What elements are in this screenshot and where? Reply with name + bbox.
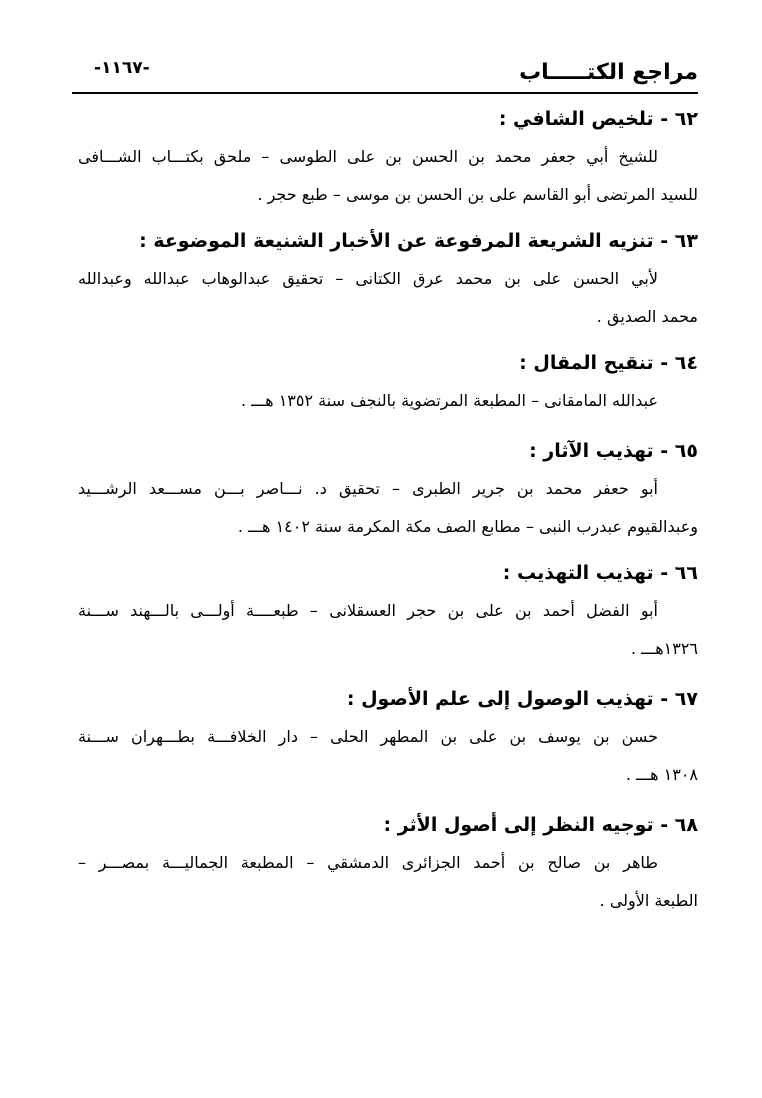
entry-heading: ٦٨ - توجيه النظر إلى أصول الأثر : — [383, 814, 698, 836]
reference-entry — [78, 806, 698, 920]
entry-text-line: محمد الصديق . — [596, 307, 698, 326]
reference-entry — [78, 222, 698, 336]
reference-entry — [78, 344, 698, 420]
reference-entry — [78, 100, 698, 214]
entry-text-line: ١٣٠٨ هـــ . — [625, 765, 698, 784]
entry-text-line: للسيد المرتضى أبو القاسم على بن الحسن بن موسى – طبع حجر . — [257, 185, 698, 204]
reference-entry — [78, 432, 698, 546]
entry-text-line: للشيخ أبي جعفر محمد بن الحسن بن على الطوسى – ملحق بكتـــاب الشـــافى — [78, 147, 658, 166]
entry-text-line: لأبي الحسن على بن محمد عرق الكتانى – تحقيق عبدالوهاب عبدالله وعبدالله — [78, 269, 658, 288]
entry-heading: ٦٤ - تنقيح المقال : — [519, 352, 698, 374]
reference-entry — [78, 554, 698, 668]
entry-heading: ٦٣ - تنزيه الشريعة المرفوعة عن الأخبار الشنيعة الموضوعة : — [139, 230, 698, 252]
entry-text-line: عبدالله المامقانى – المطبعة المرتضوية بالنجف سنة ١٣٥٢ هـــ . — [240, 391, 658, 410]
entry-text-line: أبو الفضل أحمد بن على بن حجر العسقلانى – طبعــــة أولـــى بالـــهند ســـنة — [78, 601, 658, 620]
reference-entry — [78, 680, 698, 794]
entry-text-line: طاهر بن صالح بن أحمد الجزائرى الدمشقي – المطبعة الجماليـــة بمصـــر – — [78, 853, 658, 872]
entry-text-line: حسن بن يوسف بن على بن المطهر الحلى – دار الخلافـــة بطـــهران ســـنة — [78, 727, 658, 746]
entry-text-line: أبو حعفر محمد بن جرير الطبرى – تحقيق د. نـــاصر بـــن مســـعد الرشـــيد — [78, 479, 658, 498]
entry-text-line: الطبعة الأولى . — [599, 891, 698, 910]
entry-text-line: ١٣٢٦هـــ . — [630, 639, 698, 658]
page-number: -١١٦٧- — [94, 58, 150, 78]
entry-heading: ٦٥ - تهذيب الآثار : — [529, 440, 698, 462]
page-header — [72, 58, 698, 94]
entry-heading: ٦٧ - تهذيب الوصول إلى علم الأصول : — [346, 688, 698, 710]
entry-heading: ٦٢ - تلخيص الشافي : — [498, 108, 698, 130]
page-title: مراجع الكتـــــاب — [519, 60, 698, 85]
entry-heading: ٦٦ - تهذيب التهذيب : — [502, 562, 698, 584]
entry-text-line: وعبدالقيوم عبدرب النبى – مطابع الصف مكة المكرمة سنة ١٤٠٢ هـــ . — [237, 517, 698, 536]
references-list — [78, 100, 698, 920]
